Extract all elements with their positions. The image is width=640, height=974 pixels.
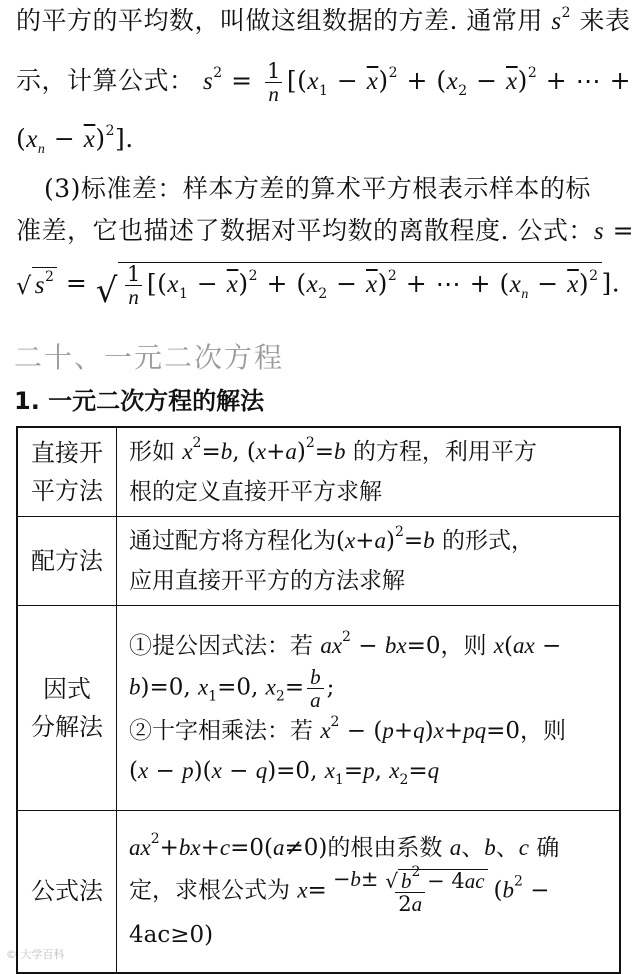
solution-methods-table [16, 426, 621, 974]
para2-line3: √ $s^2$ = √ $\frac{1}{n}$ [$(x_1 - \overline{x})^2 + (x_2 - \overline{x})^2$ + ⋯ + $(x_n - \overline{x})^2$ ]. [16, 262, 621, 311]
method-description: 形如 $x^2=b$, $(x+a)^2=b$ 的方程，利用平方 根的定义直接开平方求解 [117, 427, 621, 517]
subsection-title: 1. 一元二次方程的解法 [14, 387, 265, 415]
method-description: 通过配方将方程化为$(x+a)^2=b$ 的形式， 应用直接开平方的方法求解 [117, 517, 621, 606]
method-name: 公式法 [17, 811, 117, 973]
para1-line2: 示，计算公式： $s^2$ = $\frac{1}{n}$ [$(x_1 - \overline{x})^2 + (x_2 - \overline{x})^2$ + ⋯ + [16, 59, 632, 106]
method-description: ①提公因式法：若 $ax^2 - bx=0$，则 x(ax − b)=0, $x_1=0$, $x_2=$ $\frac{b}{a}$ ; ②十字相乘法：若 $x^2 - (p+q)x+pq=0$，则 (x − p)(x − q)=0, $x_1=p$, $x_2=q$ [117, 606, 621, 811]
table-row [17, 606, 620, 811]
para2-line2: 准差，它也描述了数据对平均数的离散程度. 公式：s = [16, 216, 635, 245]
section-title: 二十、一元二次方程 [14, 341, 285, 374]
para1-line3: $(x_n - \overline{x})^2$]. [16, 123, 134, 157]
fraction-1-over-n: $\frac{1}{n}$ [266, 59, 281, 106]
method-name: 直接开 平方法 [17, 427, 117, 517]
method-name: 配方法 [17, 517, 117, 606]
watermark: © 大学百科 [6, 948, 65, 961]
table-row [17, 811, 620, 973]
method-name: 因式 分解法 [17, 606, 117, 811]
table-row [17, 517, 620, 606]
para1-line1: 的平方的平均数，叫做这组数据的方差. 通常用 $s^2$ 来表 [16, 5, 631, 35]
sqrt-variance: √ $\frac{1}{n}$ [$(x_1 - \overline{x})^2 + (x_2 - \overline{x})^2$ + ⋯ + $(x_n - \overline{x})^2$ [96, 262, 602, 308]
quadratic-formula-fraction: −b± √ $b^2 - 4ac$ 2a [330, 868, 491, 915]
sqrt-s2: √ $s^2$ [16, 267, 57, 303]
para2-line1: (3)标准差：样本方差的算术平方根表示样本的标 [44, 174, 591, 203]
table-row [17, 427, 620, 517]
method-description: $ax^2+bx+c=0(a\ne 0)$的根由系数 a、b、c 确 定，求根公式为 x= −b± √ $b^2 - 4ac$ 2a ($b^2$ − 4ac≥0) [117, 811, 621, 973]
